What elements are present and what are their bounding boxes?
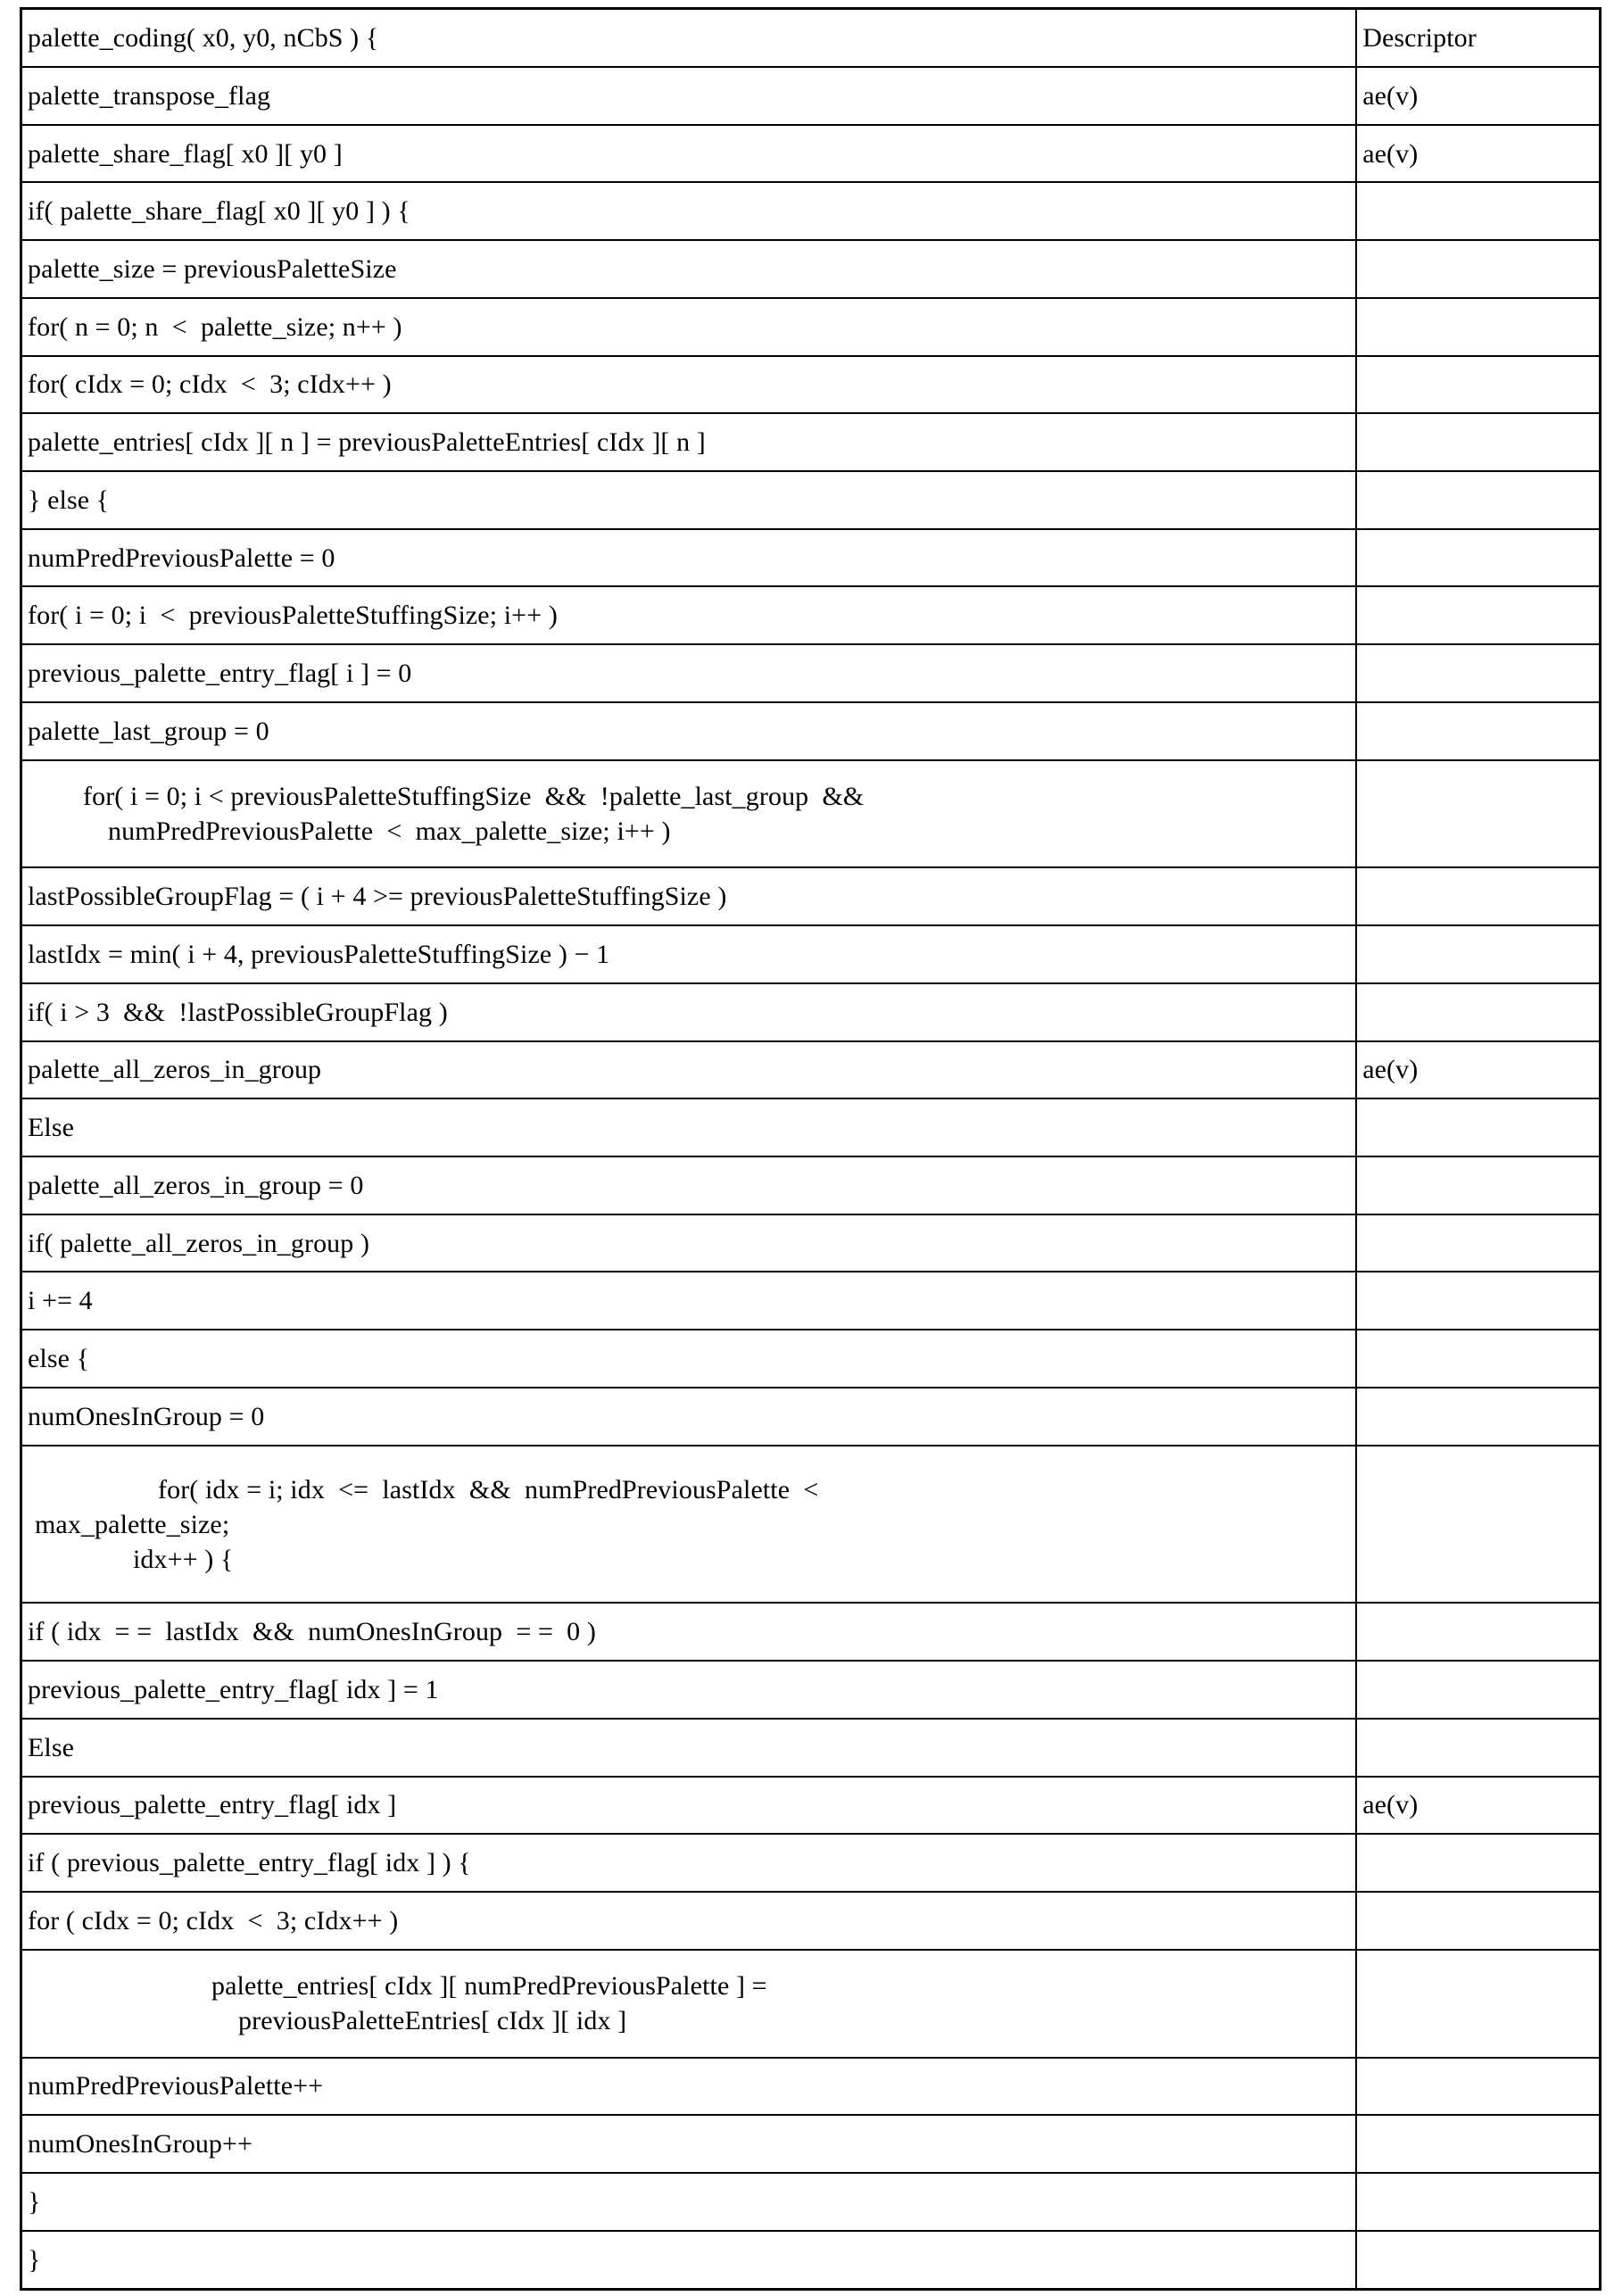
table-row xyxy=(21,2231,1601,2290)
syntax-cell xyxy=(21,1950,1357,2058)
descriptor-cell xyxy=(1356,1719,1600,1777)
syntax-line: for( idx = i; idx <= lastIdx && numPredPreviousPalette < xyxy=(158,1474,819,1504)
syntax-cell: palette_all_zeros_in_group xyxy=(21,1041,1357,1099)
descriptor-cell xyxy=(1356,1330,1600,1388)
descriptor-cell xyxy=(1356,1603,1600,1661)
syntax-cell: palette_last_group = 0 xyxy=(21,702,1357,760)
table-row xyxy=(21,1388,1601,1446)
syntax-cell: else { xyxy=(21,1330,1357,1388)
syntax-line-continuation: numPredPreviousPalette < max_palette_size; i++ ) xyxy=(108,816,671,846)
table-body xyxy=(21,9,1601,2290)
table-row xyxy=(21,1041,1601,1099)
descriptor-cell xyxy=(1356,1214,1600,1272)
syntax-cell: numPredPreviousPalette = 0 xyxy=(21,529,1357,587)
syntax-cell: palette_size = previousPaletteSize xyxy=(21,240,1357,298)
syntax-cell: lastPossibleGroupFlag = ( i + 4 >= previousPaletteStuffingSize ) xyxy=(21,867,1357,925)
table-row xyxy=(21,240,1601,298)
table-row xyxy=(21,1603,1601,1661)
syntax-cell: for( cIdx = 0; cIdx < 3; cIdx++ ) xyxy=(21,356,1357,414)
descriptor-cell xyxy=(1356,182,1600,240)
table-row xyxy=(21,1272,1601,1330)
table-row xyxy=(21,1661,1601,1719)
syntax-cell xyxy=(21,760,1357,868)
table-row xyxy=(21,298,1601,356)
descriptor-cell xyxy=(1356,1272,1600,1330)
table-row xyxy=(21,1777,1601,1835)
syntax-cell: for( n = 0; n < palette_size; n++ ) xyxy=(21,298,1357,356)
syntax-cell: if( palette_share_flag[ x0 ][ y0 ] ) { xyxy=(21,182,1357,240)
descriptor-cell xyxy=(1356,702,1600,760)
table-row xyxy=(21,1098,1601,1156)
table-row xyxy=(21,67,1601,125)
table-row xyxy=(21,1156,1601,1214)
table-row xyxy=(21,413,1601,471)
descriptor-cell xyxy=(1356,356,1600,414)
table-row xyxy=(21,760,1601,868)
descriptor-cell xyxy=(1356,1834,1600,1892)
table-row xyxy=(21,1330,1601,1388)
table-row xyxy=(21,1214,1601,1272)
descriptor-cell xyxy=(1356,471,1600,529)
descriptor-cell xyxy=(1356,240,1600,298)
syntax-cell: } else { xyxy=(21,471,1357,529)
descriptor-cell xyxy=(1356,298,1600,356)
syntax-cell: palette_transpose_flag xyxy=(21,67,1357,125)
syntax-cell xyxy=(21,1446,1357,1604)
syntax-cell: numOnesInGroup = 0 xyxy=(21,1388,1357,1446)
descriptor-cell xyxy=(1356,867,1600,925)
syntax-cell: if( palette_all_zeros_in_group ) xyxy=(21,1214,1357,1272)
table-row xyxy=(21,182,1601,240)
syntax-cell: if ( idx = = lastIdx && numOnesInGroup = = 0 ) xyxy=(21,1603,1357,1661)
table-row xyxy=(21,529,1601,587)
descriptor-cell xyxy=(1356,760,1600,868)
descriptor-cell xyxy=(1356,925,1600,983)
descriptor-cell: ae(v) xyxy=(1356,1041,1600,1099)
table-row xyxy=(21,1950,1601,2058)
syntax-cell: previous_palette_entry_flag[ idx ] = 1 xyxy=(21,1661,1357,1719)
syntax-cell: Else xyxy=(21,1719,1357,1777)
table-row xyxy=(21,867,1601,925)
syntax-cell: for( i = 0; i < previousPaletteStuffingSize; i++ ) xyxy=(21,586,1357,644)
syntax-cell: previous_palette_entry_flag[ i ] = 0 xyxy=(21,644,1357,702)
table-row xyxy=(21,983,1601,1041)
syntax-line: palette_entries[ cIdx ][ numPredPreviousPalette ] = xyxy=(211,1971,767,2002)
table-row xyxy=(21,1719,1601,1777)
descriptor-cell xyxy=(1356,1661,1600,1719)
table-row xyxy=(21,125,1601,183)
descriptor-header-cell: Descriptor xyxy=(1356,9,1600,67)
descriptor-cell: ae(v) xyxy=(1356,125,1600,183)
table-row xyxy=(21,2173,1601,2231)
syntax-cell: for ( cIdx = 0; cIdx < 3; cIdx++ ) xyxy=(21,1892,1357,1950)
table-row xyxy=(21,356,1601,414)
syntax-header-cell: palette_coding( x0, y0, nCbS ) { xyxy=(21,9,1357,67)
syntax-cell: previous_palette_entry_flag[ idx ] xyxy=(21,1777,1357,1835)
syntax-cell: i += 4 xyxy=(21,1272,1357,1330)
table-row xyxy=(21,644,1601,702)
table-row xyxy=(21,1834,1601,1892)
descriptor-cell xyxy=(1356,1892,1600,1950)
syntax-line-continuation: idx++ ) { xyxy=(133,1544,234,1574)
descriptor-cell xyxy=(1356,1156,1600,1214)
table-row xyxy=(21,586,1601,644)
descriptor-cell xyxy=(1356,1950,1600,2058)
descriptor-cell xyxy=(1356,983,1600,1041)
syntax-cell: numPredPreviousPalette++ xyxy=(21,2058,1357,2116)
descriptor-cell xyxy=(1356,2173,1600,2231)
syntax-line-continuation: previousPaletteEntries[ cIdx ][ idx ] xyxy=(238,2006,627,2036)
descriptor-cell xyxy=(1356,644,1600,702)
descriptor-cell xyxy=(1356,586,1600,644)
descriptor-cell xyxy=(1356,413,1600,471)
table-row xyxy=(21,1446,1601,1604)
table-row xyxy=(21,1892,1601,1950)
syntax-cell: Else xyxy=(21,1098,1357,1156)
table-row xyxy=(21,471,1601,529)
syntax-cell: lastIdx = min( i + 4, previousPaletteStuffingSize ) − 1 xyxy=(21,925,1357,983)
table-row xyxy=(21,9,1601,67)
syntax-cell: } xyxy=(21,2231,1357,2290)
descriptor-cell xyxy=(1356,1098,1600,1156)
table-row xyxy=(21,2058,1601,2116)
descriptor-cell xyxy=(1356,2115,1600,2173)
descriptor-cell xyxy=(1356,1388,1600,1446)
syntax-cell: if( i > 3 && !lastPossibleGroupFlag ) xyxy=(21,983,1357,1041)
table-row xyxy=(21,925,1601,983)
syntax-line-continuation: max_palette_size; xyxy=(35,1509,230,1539)
descriptor-cell: ae(v) xyxy=(1356,67,1600,125)
syntax-cell: palette_share_flag[ x0 ][ y0 ] xyxy=(21,125,1357,183)
palette-coding-syntax-table xyxy=(20,7,1602,2291)
syntax-cell: } xyxy=(21,2173,1357,2231)
syntax-line: for( i = 0; i < previousPaletteStuffingSize && !palette_last_group && xyxy=(83,781,865,811)
table-row xyxy=(21,2115,1601,2173)
descriptor-cell: ae(v) xyxy=(1356,1777,1600,1835)
syntax-cell: if ( previous_palette_entry_flag[ idx ] ) { xyxy=(21,1834,1357,1892)
syntax-cell: numOnesInGroup++ xyxy=(21,2115,1357,2173)
syntax-cell: palette_entries[ cIdx ][ n ] = previousPaletteEntries[ cIdx ][ n ] xyxy=(21,413,1357,471)
descriptor-cell xyxy=(1356,529,1600,587)
table-row xyxy=(21,702,1601,760)
syntax-cell: palette_all_zeros_in_group = 0 xyxy=(21,1156,1357,1214)
descriptor-cell xyxy=(1356,2231,1600,2290)
descriptor-cell xyxy=(1356,2058,1600,2116)
descriptor-cell xyxy=(1356,1446,1600,1604)
